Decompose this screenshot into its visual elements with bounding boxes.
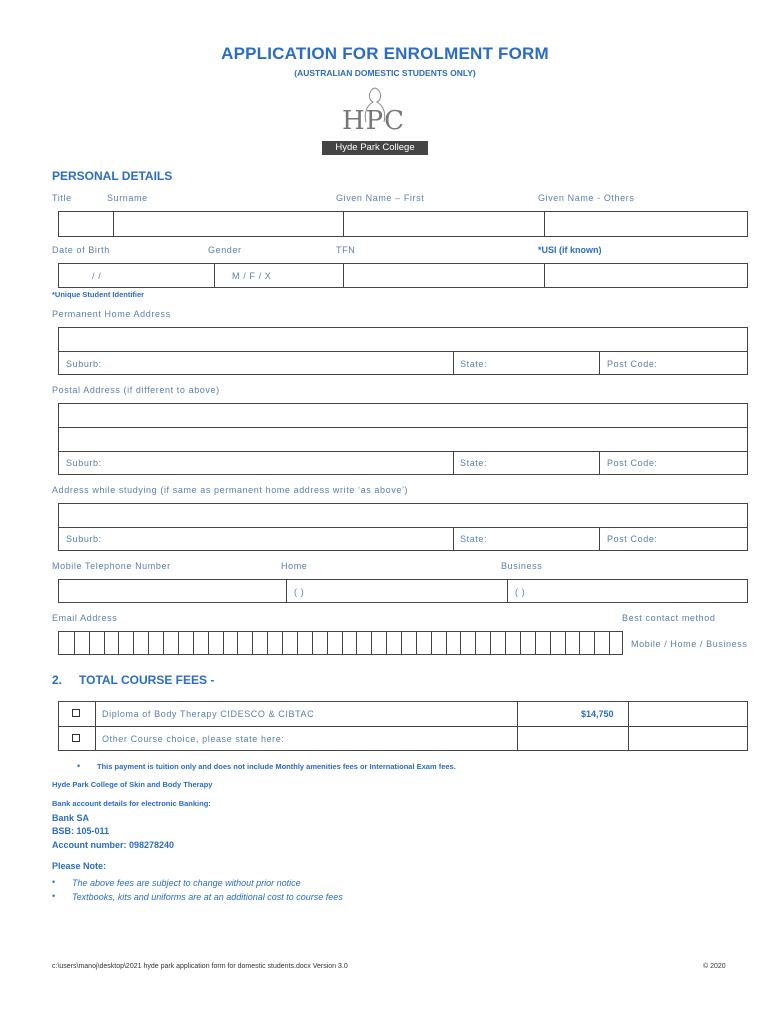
diploma-price: $14,750 [581, 709, 614, 719]
bank-heading: Bank account details for electronic Banking: [52, 799, 211, 808]
email-cell-divider [401, 632, 402, 654]
form-subtitle: (AUSTRALIAN DOMESTIC STUDENTS ONLY) [294, 68, 476, 78]
home-state-field[interactable]: State: [460, 359, 488, 369]
dob-label: Date of Birth [52, 245, 110, 255]
email-cell-divider [223, 632, 224, 654]
email-cell-divider [520, 632, 521, 654]
given-others-label: Given Name - Others [538, 193, 635, 203]
note-item: The above fees are subject to change without prior notice [72, 878, 301, 888]
gender-label: Gender [208, 245, 242, 255]
surname-label: Surname [107, 193, 148, 203]
email-cell-divider [342, 632, 343, 654]
fees-note: This payment is tuition only and does not include Monthly amenities fees or International Exam fees. [97, 762, 456, 771]
other-course-label: Other Course choice, please state here: [102, 734, 285, 744]
postal-address-line1[interactable] [59, 404, 747, 427]
gender-options[interactable]: M / F / X [232, 271, 272, 281]
diploma-amount-input[interactable] [629, 702, 747, 726]
postal-state-field[interactable]: State: [460, 458, 488, 468]
email-cell-divider [104, 632, 105, 654]
given-first-label: Given Name – First [336, 193, 425, 203]
business-phone-input[interactable]: ( ) [515, 587, 526, 597]
other-course-price-input[interactable] [518, 727, 628, 751]
personal-details-heading: PERSONAL DETAILS [52, 169, 173, 183]
footer-copyright: © 2020 [703, 963, 726, 970]
email-cell-divider [356, 632, 357, 654]
given-others-input[interactable] [545, 212, 747, 236]
email-cell-divider [475, 632, 476, 654]
email-cell-divider [118, 632, 119, 654]
email-cell-divider [267, 632, 268, 654]
surname-input[interactable] [114, 212, 343, 236]
business-phone-label: Business [501, 561, 543, 571]
email-input-grid[interactable] [58, 631, 623, 655]
email-cell-divider [252, 632, 253, 654]
note-bullet-icon: • [52, 877, 56, 887]
email-cell-divider [490, 632, 491, 654]
given-first-input[interactable] [344, 212, 544, 236]
study-postcode-field[interactable]: Post Code: [607, 534, 658, 544]
email-cell-divider [446, 632, 447, 654]
study-address-label: Address while studying (if same as permanent home address write ‘as above’) [52, 485, 409, 495]
best-contact-options[interactable]: Mobile / Home / Business [631, 639, 748, 649]
footer-path: c:\users\manoj\desktop\2021 hyde park application form for domestic students.docx Version 3.0 [52, 963, 348, 970]
mobile-label: Mobile Telephone Number [52, 561, 171, 571]
logo-letters: HPC [342, 106, 406, 136]
email-cell-divider [535, 632, 536, 654]
email-cell-divider [178, 632, 179, 654]
postal-postcode-field[interactable]: Post Code: [607, 458, 658, 468]
email-cell-divider [609, 632, 610, 654]
study-suburb-field[interactable]: Suburb: [66, 534, 102, 544]
email-cell-divider [237, 632, 238, 654]
tfn-label: TFN [336, 245, 356, 255]
logo-caption: Hyde Park College [322, 141, 428, 155]
postal-address-label: Postal Address (if different to above) [52, 385, 220, 395]
diploma-checkbox[interactable] [72, 709, 80, 717]
bank-account: Account number: 098278240 [52, 840, 175, 850]
study-address-input[interactable] [59, 504, 747, 527]
email-label: Email Address [52, 613, 118, 623]
email-cell-divider [312, 632, 313, 654]
note-item: Textbooks, kits and uniforms are at an additional cost to course fees [72, 892, 343, 902]
other-course-checkbox[interactable] [72, 734, 80, 742]
home-phone-label: Home [281, 561, 308, 571]
form-title: APPLICATION FOR ENROLMENT FORM [221, 44, 549, 63]
fees-heading: TOTAL COURSE FEES - [79, 673, 215, 687]
fees-heading-number: 2. [52, 673, 63, 687]
postal-address-line2[interactable] [59, 428, 747, 451]
dob-input[interactable]: / / [92, 271, 102, 281]
email-cell-divider [550, 632, 551, 654]
title-input[interactable] [59, 212, 113, 236]
email-cell-divider [416, 632, 417, 654]
best-contact-label: Best contact method [622, 613, 716, 623]
usi-input[interactable] [545, 264, 747, 287]
email-cell-divider [282, 632, 283, 654]
note-bullet-icon: • [52, 891, 56, 901]
home-suburb-field[interactable]: Suburb: [66, 359, 102, 369]
mobile-input[interactable] [59, 580, 286, 602]
college-logo [318, 84, 432, 158]
email-cell-divider [89, 632, 90, 654]
email-cell-divider [594, 632, 595, 654]
postal-suburb-field[interactable]: Suburb: [66, 458, 102, 468]
bank-name: Bank SA [52, 813, 90, 823]
email-cell-divider [431, 632, 432, 654]
note-bullet-icon: • [77, 761, 81, 771]
email-cell-divider [460, 632, 461, 654]
other-course-amount-input[interactable] [629, 727, 747, 751]
email-cell-divider [193, 632, 194, 654]
home-postcode-field[interactable]: Post Code: [607, 359, 658, 369]
college-name: Hyde Park College of Skin and Body Therapy [52, 780, 213, 789]
home-phone-input[interactable]: ( ) [294, 587, 305, 597]
email-cell-divider [133, 632, 134, 654]
email-cell-divider [74, 632, 75, 654]
email-cell-divider [163, 632, 164, 654]
home-address-input[interactable] [59, 328, 747, 351]
usi-label: *USI (if known) [538, 245, 602, 255]
tfn-input[interactable] [344, 264, 544, 287]
diploma-course-label: Diploma of Body Therapy CIDESCO & CIBTAC [102, 709, 315, 719]
email-cell-divider [148, 632, 149, 654]
study-state-field[interactable]: State: [460, 534, 488, 544]
email-cell-divider [208, 632, 209, 654]
title-label: Title [52, 193, 72, 203]
bank-bsb: BSB: 105-011 [52, 826, 110, 836]
email-cell-divider [297, 632, 298, 654]
please-note-heading: Please Note: [52, 861, 107, 871]
home-address-label: Permanent Home Address [52, 309, 171, 319]
email-cell-divider [371, 632, 372, 654]
email-cell-divider [565, 632, 566, 654]
email-cell-divider [579, 632, 580, 654]
usi-note: *Unique Student Identifier [52, 290, 145, 299]
email-cell-divider [505, 632, 506, 654]
email-cell-divider [327, 632, 328, 654]
email-cell-divider [386, 632, 387, 654]
